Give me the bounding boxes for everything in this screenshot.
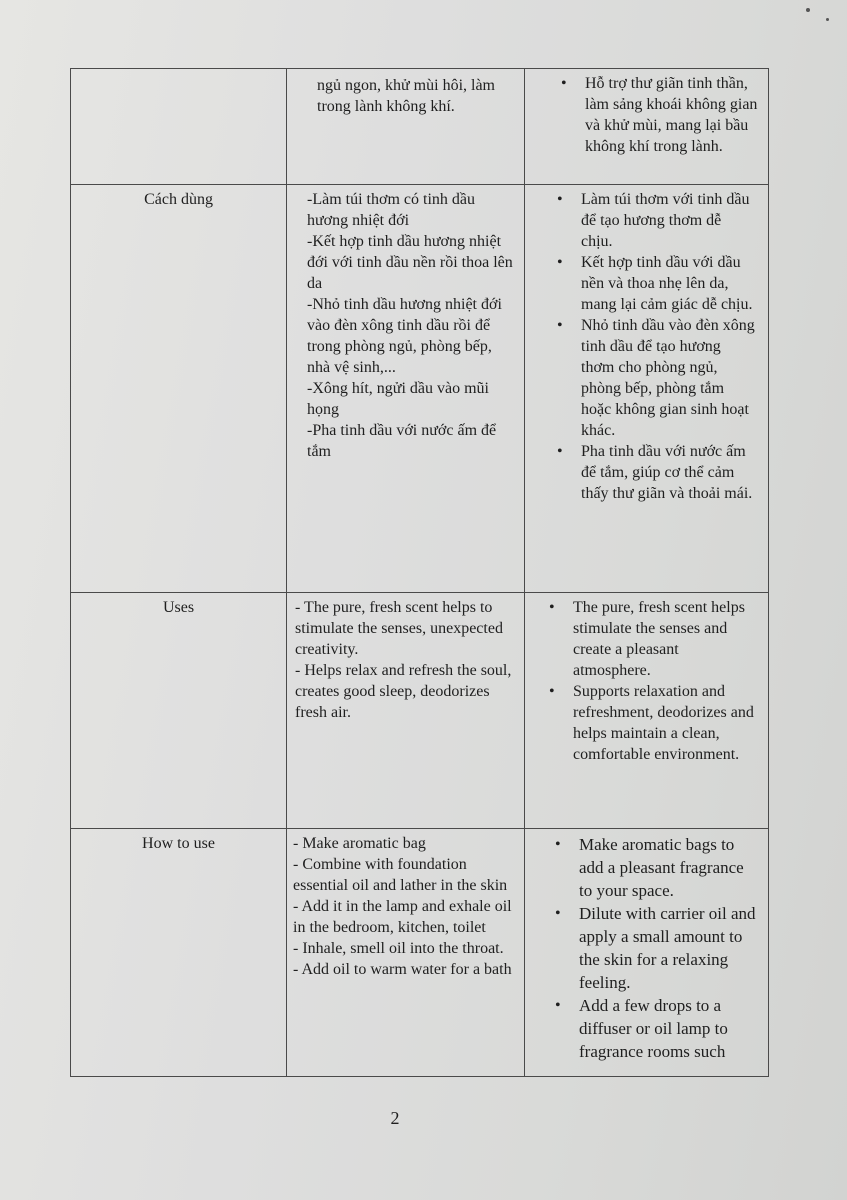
row-label: Cách dùng <box>71 185 287 593</box>
text-line: -Kết hợp tinh dầu hương nhiệt đới với tinh dầu nền rồi thoa lên da <box>307 233 513 292</box>
list-item: • Dilute with carrier oil and apply a small amount to the skin for a relaxing feeling. <box>579 902 760 994</box>
table-row <box>71 593 769 829</box>
text-line: -Pha tinh dầu với nước ấm để tắm <box>307 422 497 460</box>
original-text-cell <box>287 829 525 1077</box>
text-line: - Add it in the lamp and exhale oil in the bedroom, kitchen, toilet <box>293 898 512 936</box>
row-label: Uses <box>71 593 287 829</box>
text-line: - Helps relax and refresh the soul, creates good sleep, deodorizes fresh air. <box>295 662 512 721</box>
text-line: - The pure, fresh scent helps to stimulate the senses, unexpected creativity. <box>295 599 503 658</box>
table-row <box>71 185 769 593</box>
page-number: 2 <box>390 1108 400 1128</box>
list-item: • Làm túi thơm với tinh dầu để tạo hương thơm dễ chịu. <box>581 189 756 252</box>
text-line: - Inhale, smell oil into the throat. <box>293 940 504 957</box>
list-item: • Kết hợp tinh dầu với dầu nền và thoa nhẹ lên da, mang lại cảm giác dễ chịu. <box>581 252 756 315</box>
original-text-cell <box>287 593 525 829</box>
revised-text-cell <box>525 69 769 185</box>
row-label: How to use <box>71 829 287 1077</box>
list-item: • Pha tinh dầu với nước ấm để tắm, giúp cơ thể cảm thấy thư giãn và thoải mái. <box>581 441 756 504</box>
list-item: • Add a few drops to a diffuser or oil lamp to fragrance rooms such <box>579 994 760 1063</box>
list-item: • Supports relaxation and refreshment, deodorizes and helps maintain a clean, comfortable environment. <box>573 681 754 765</box>
list-item: • The pure, fresh scent helps stimulate the senses and create a pleasant atmosphere. <box>573 597 754 681</box>
text-line: -Xông hít, ngửi dầu vào mũi họng <box>307 380 489 418</box>
text-line: -Làm túi thơm có tinh dầu hương nhiệt đới <box>307 191 475 229</box>
revised-text-cell <box>525 829 769 1077</box>
text-line: trong lành không khí. <box>317 98 455 115</box>
scan-speck <box>806 8 810 12</box>
table-row <box>71 69 769 185</box>
list-item: • Nhỏ tinh dầu vào đèn xông tinh dầu để tạo hương thơm cho phòng ngủ, phòng bếp, phòng tắm hoặc không gian sinh hoạt khác. <box>581 315 756 441</box>
row-label <box>71 69 287 185</box>
content-table <box>70 68 769 1077</box>
text-line: ngủ ngon, khử mùi hôi, làm <box>317 77 495 94</box>
text-line: - Combine with foundation essential oil and lather in the skin <box>293 856 508 894</box>
scan-speck <box>826 18 829 21</box>
revised-text-cell <box>525 185 769 593</box>
original-text-cell <box>287 69 525 185</box>
text-line: - Add oil to warm water for a bath <box>293 961 512 978</box>
list-item: • Make aromatic bags to add a pleasant fragrance to your space. <box>579 833 760 902</box>
list-item: • Hỗ trợ thư giãn tinh thần, làm sảng khoái không gian và khử mùi, mang lại bầu không khí trong lành. <box>585 73 758 157</box>
original-text-cell <box>287 185 525 593</box>
text-line: - Make aromatic bag <box>293 835 426 852</box>
table-row <box>71 829 769 1077</box>
text-line: -Nhỏ tinh dầu hương nhiệt đới vào đèn xông tinh dầu rồi để trong phòng ngủ, phòng bếp, nhà vệ sinh,... <box>307 296 502 376</box>
revised-text-cell <box>525 593 769 829</box>
